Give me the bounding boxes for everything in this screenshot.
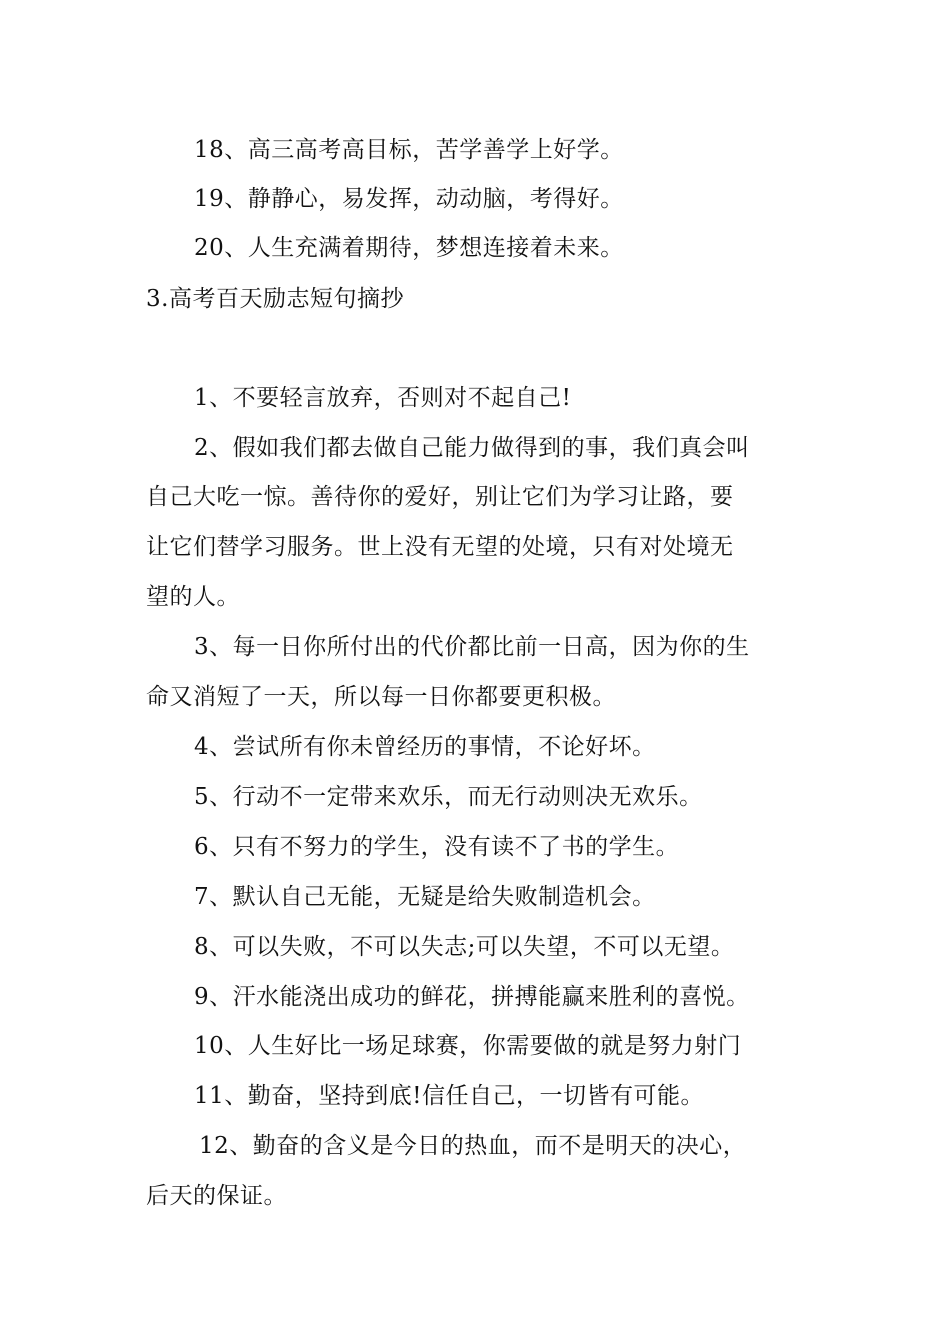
list-item: 19、静静心，易发挥，动动脑，考得好。 [194, 186, 624, 212]
list-item: 1、不要轻言放弃，否则对不起自己! [194, 385, 572, 411]
paragraph-line: 3、每一日你所付出的代价都比前一日高，因为你的生 [194, 634, 750, 660]
list-item: 4、尝试所有你未曾经历的事情，不论好坏。 [194, 734, 656, 760]
list-item: 11、勤奋，坚持到底!信任自己，一切皆有可能。 [194, 1083, 705, 1109]
list-item: 8、可以失败，不可以失志;可以失望，不可以无望。 [194, 934, 735, 960]
paragraph-line: 2、假如我们都去做自己能力做得到的事，我们真会叫 [194, 435, 750, 461]
paragraph-line: 命又消短了一天，所以每一日你都要更积极。 [146, 684, 616, 710]
list-item: 10、人生好比一场足球赛，你需要做的就是努力射门 [194, 1033, 742, 1059]
section-heading: 3.高考百天励志短句摘抄 [146, 286, 404, 312]
list-item: 6、只有不努力的学生，没有读不了书的学生。 [194, 834, 680, 860]
paragraph-line: 让它们替学习服务。世上没有无望的处境，只有对处境无 [146, 534, 734, 560]
list-item: 5、行动不一定带来欢乐，而无行动则决无欢乐。 [194, 784, 703, 810]
list-item: 18、高三高考高目标，苦学善学上好学。 [194, 137, 624, 163]
list-item: 20、人生充满着期待，梦想连接着未来。 [194, 235, 624, 261]
paragraph-line: 12、勤奋的含义是今日的热血，而不是明天的决心， [199, 1133, 747, 1159]
paragraph-line: 后天的保证。 [146, 1183, 287, 1209]
list-item: 7、默认自己无能，无疑是给失败制造机会。 [194, 884, 656, 910]
paragraph-line: 自己大吃一惊。善待你的爱好，别让它们为学习让路，要 [146, 484, 734, 510]
paragraph-line: 望的人。 [146, 584, 240, 610]
list-item: 9、汗水能浇出成功的鲜花，拼搏能赢来胜利的喜悦。 [194, 984, 750, 1010]
